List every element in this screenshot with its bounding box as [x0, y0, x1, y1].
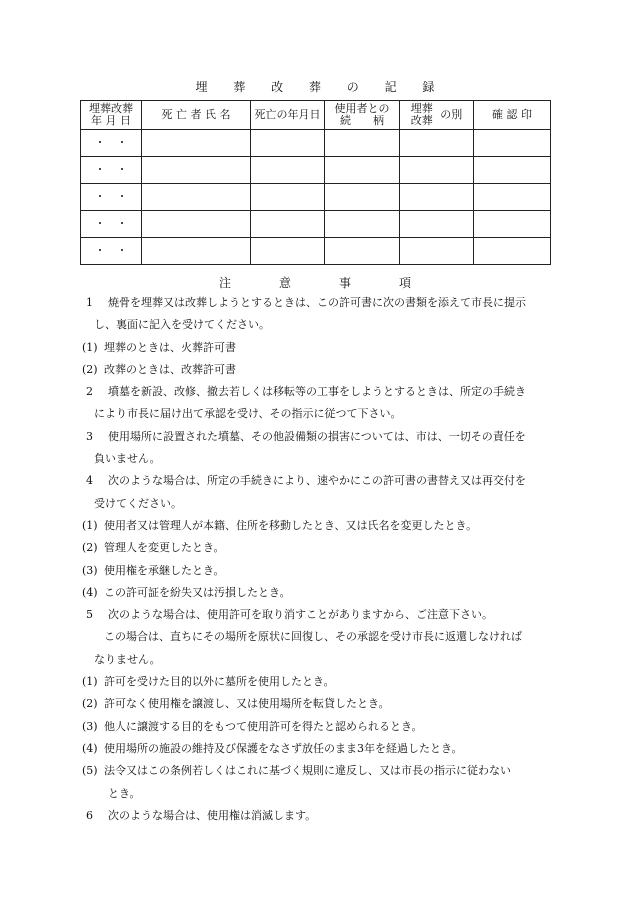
row-death-date-cell [251, 211, 325, 238]
header-confirm-seal: 確 認 印 [474, 101, 551, 130]
note-number: (3) [82, 563, 98, 577]
record-title: 埋 葬 改 葬 の 記 録 [195, 80, 446, 94]
note-text: とき。 [108, 786, 141, 800]
row-name-cell [142, 130, 251, 157]
note-line [82, 693, 556, 715]
note-text: 次のような場合は、所定の手続きにより、速やかにこの許可書の書替え又は再交付を [108, 474, 526, 488]
note-line [82, 671, 556, 693]
table-row [81, 238, 551, 265]
row-type-cell [400, 184, 474, 211]
notes-list [82, 292, 556, 827]
note-line [82, 560, 556, 582]
note-text: 法令又はこの条例若しくはこれに基づく規則に違反し、又は市長の指示に従わない [104, 764, 511, 778]
row-date-cell: ・ ・ [81, 157, 142, 184]
header-type-line1: 埋葬 [410, 102, 433, 115]
header-date [81, 101, 142, 130]
note-number: 5 [86, 608, 93, 622]
note-text: 次のような場合は、使用許可を取り消すことがありますから、ご注意下さい。 [108, 608, 493, 622]
row-type-cell [400, 157, 474, 184]
note-text: 使用権を承継したとき。 [104, 563, 225, 577]
note-line [86, 805, 556, 827]
header-rel-line2: 続 柄 [340, 114, 384, 127]
note-number: (1) [82, 675, 98, 689]
note-text: 管理人を変更したとき。 [104, 541, 225, 555]
note-line [82, 760, 556, 782]
row-death-date-cell [251, 157, 325, 184]
note-text: により市長に届け出て承認を受け、その指示に従つて下さい。 [94, 407, 402, 421]
note-line [86, 493, 556, 515]
row-type-cell [400, 130, 474, 157]
header-burial-type [400, 101, 474, 130]
header-type-line2: 改葬 [410, 114, 433, 127]
header-date-line1: 埋葬改葬 [89, 102, 133, 115]
row-name-cell [142, 211, 251, 238]
note-text: 受けてください。 [94, 496, 182, 510]
notes-heading-char: 項 [399, 276, 412, 290]
note-number: (2) [82, 541, 98, 555]
note-text: し、裏面に記入を受けてください。 [94, 318, 270, 332]
note-text: この許可証を紛失又は汚損したとき。 [104, 585, 291, 599]
note-text: 負いません。 [94, 452, 161, 466]
note-line [86, 292, 556, 314]
note-line [86, 314, 556, 336]
note-number: 6 [86, 808, 93, 822]
note-line [82, 337, 556, 359]
header-relationship [325, 101, 400, 130]
row-seal-cell [474, 130, 551, 157]
table-header-row [81, 101, 551, 130]
note-text: 次のような場合は、使用権は消滅します。 [108, 808, 317, 822]
note-line [86, 448, 556, 470]
row-name-cell [142, 184, 251, 211]
row-date-cell: ・ ・ [81, 130, 142, 157]
note-number: 3 [86, 429, 93, 443]
table-row [81, 211, 551, 238]
row-seal-cell [474, 238, 551, 265]
note-number: (4) [82, 585, 98, 599]
header-type-suffix: の別 [440, 108, 463, 121]
note-number: (5) [82, 764, 98, 778]
row-seal-cell [474, 184, 551, 211]
row-type-cell [400, 238, 474, 265]
row-relationship-cell [325, 130, 400, 157]
note-text: 使用場所に設置された墳墓、その他設備類の損害については、市は、一切その責任を [108, 429, 526, 443]
notes-heading-char: 注 [218, 276, 231, 290]
note-line [86, 649, 556, 671]
note-text: 許可を受けた目的以外に墓所を使用したとき。 [104, 675, 335, 689]
notes-heading-char: 意 [278, 276, 291, 290]
note-number: 1 [86, 296, 93, 309]
note-line [86, 604, 556, 626]
note-number: (2) [82, 697, 98, 711]
note-line [86, 626, 556, 648]
row-seal-cell [474, 157, 551, 184]
note-number: (3) [82, 719, 98, 733]
note-line [86, 381, 556, 403]
header-date-line2: 年 月 日 [91, 114, 131, 127]
note-line [86, 403, 556, 425]
note-text: この場合は、直ちにその場所を原状に回復し、その承認を受け市長に返還しなければ [104, 630, 522, 644]
note-number: 4 [86, 474, 93, 488]
row-relationship-cell [325, 157, 400, 184]
row-seal-cell [474, 211, 551, 238]
note-number: 2 [86, 385, 93, 399]
row-name-cell [142, 238, 251, 265]
table-row [81, 157, 551, 184]
row-date-cell: ・ ・ [81, 238, 142, 265]
note-text: 改葬のときは、改葬許可書 [104, 362, 236, 376]
row-date-cell: ・ ・ [81, 184, 142, 211]
note-number: (1) [82, 518, 98, 532]
row-death-date-cell [251, 184, 325, 211]
note-text: 墳墓を新設、改修、撤去若しくは移転等の工事をしようとするときは、所定の手続き [108, 385, 526, 399]
note-line [82, 515, 556, 537]
header-deceased-name: 死 亡 者 氏 名 [142, 101, 251, 130]
row-date-cell: ・ ・ [81, 211, 142, 238]
note-text: 焼骨を埋葬又は改葬しようとするときは、この許可書に次の書類を添えて市長に提示 [108, 296, 526, 309]
header-death-date: 死亡の年月日 [251, 101, 325, 130]
table-row [81, 130, 551, 157]
note-text: 許可なく使用権を譲渡し、又は使用場所を転貸したとき。 [104, 697, 390, 711]
note-text: 使用場所の施設の維持及び保護をなさず放任のまま3年を経過したとき。 [104, 741, 463, 755]
row-type-cell [400, 211, 474, 238]
note-line [82, 582, 556, 604]
burial-record-table [80, 100, 551, 265]
note-text: 他人に譲渡する目的をもつて使用許可を得たと認められるとき。 [104, 719, 423, 733]
note-text: なりません。 [94, 652, 161, 666]
note-number: (1) [82, 340, 98, 354]
row-relationship-cell [325, 211, 400, 238]
note-text: 埋葬のときは、火葬許可書 [104, 340, 236, 354]
row-death-date-cell [251, 130, 325, 157]
row-relationship-cell [325, 184, 400, 211]
header-rel-line1: 使用者との [334, 102, 390, 115]
notes-heading-char: 事 [339, 276, 352, 290]
note-line [82, 359, 556, 381]
notes-heading [0, 274, 630, 291]
note-line [82, 738, 556, 760]
note-line [86, 470, 556, 492]
note-line [82, 537, 556, 559]
note-line [86, 783, 556, 805]
row-death-date-cell [251, 238, 325, 265]
note-text: 使用者又は管理人が本籍、住所を移動したとき、又は氏名を変更したとき。 [104, 518, 478, 532]
note-line [82, 716, 556, 738]
row-name-cell [142, 157, 251, 184]
row-relationship-cell [325, 238, 400, 265]
note-line [86, 426, 556, 448]
table-row [81, 184, 551, 211]
note-number: (2) [82, 362, 98, 376]
note-number: (4) [82, 741, 98, 755]
